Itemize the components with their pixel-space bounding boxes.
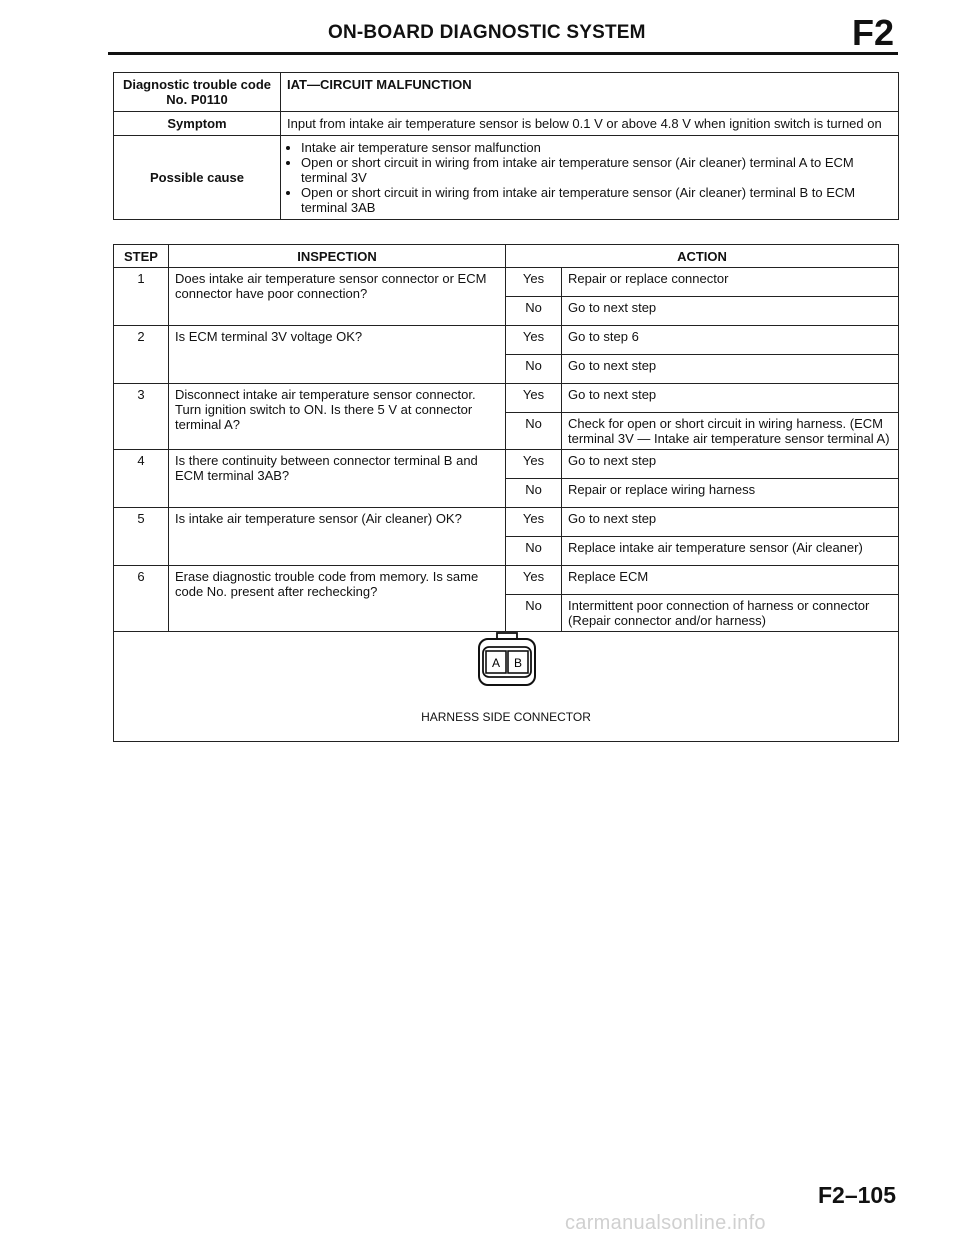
no-label: No (506, 595, 562, 632)
dtc-label: Diagnostic trouble code No. P0110 (114, 73, 281, 112)
inspection-header: INSPECTION (169, 245, 506, 268)
yes-label: Yes (506, 326, 562, 355)
no-label: No (506, 355, 562, 384)
table-row (114, 566, 899, 595)
cause-list (287, 140, 892, 215)
watermark: carmanualsonline.info (565, 1212, 766, 1234)
step-inspection: Erase diagnostic trouble code from memory. Is same code No. present after rechecking? (169, 566, 506, 632)
action-header: ACTION (506, 245, 899, 268)
yes-label: Yes (506, 566, 562, 595)
table-row (114, 384, 899, 413)
table-row (114, 326, 899, 355)
step-number: 2 (114, 326, 169, 384)
troubleshooting-table (113, 244, 899, 632)
terminal-a-label: A (491, 656, 501, 670)
yes-action: Go to next step (562, 508, 899, 537)
step-header: STEP (114, 245, 169, 268)
no-label: No (506, 413, 562, 450)
no-action: Replace intake air temperature sensor (Air cleaner) (562, 537, 899, 566)
step-inspection: Is there continuity between connector terminal B and ECM terminal 3AB? (169, 450, 506, 508)
yes-label: Yes (506, 268, 562, 297)
dtc-value: IAT—CIRCUIT MALFUNCTION (281, 73, 899, 112)
section-code: F2 (851, 12, 894, 53)
yes-action: Go to next step (562, 384, 899, 413)
cause-item: • Open or short circuit in wiring from intake air temperature sensor (Air cleaner) terminal B to ECM terminal 3AB (301, 185, 892, 215)
no-label: No (506, 537, 562, 566)
symptom-value: Input from intake air temperature sensor is below 0.1 V or above 4.8 V when ignition switch is turned on (281, 112, 899, 136)
step-inspection: Is intake air temperature sensor (Air cleaner) OK? (169, 508, 506, 566)
page-title: ON-BOARD DIAGNOSTIC SYSTEM (328, 22, 646, 43)
page-header (108, 12, 898, 55)
no-label: No (506, 297, 562, 326)
step-number: 1 (114, 268, 169, 326)
table-header-row (114, 245, 899, 268)
no-action: Go to next step (562, 355, 899, 384)
yes-label: Yes (506, 384, 562, 413)
terminal-b-label: B (513, 656, 523, 670)
step-number: 6 (114, 566, 169, 632)
connector-figure (113, 596, 899, 742)
table-row (114, 450, 899, 479)
step-inspection: Does intake air temperature sensor connector or ECM connector have poor connection? (169, 268, 506, 326)
no-action: Intermittent poor connection of harness or connector (Repair connector and/or harness) (562, 595, 899, 632)
step-rows (114, 268, 899, 632)
table-row (114, 508, 899, 537)
yes-action: Go to step 6 (562, 326, 899, 355)
symptom-row (114, 112, 899, 136)
cause-row (114, 136, 899, 220)
step-inspection: Disconnect intake air temperature sensor connector. Turn ignition switch to ON. Is there 5 V at connector terminal A? (169, 384, 506, 450)
page-number: F2–105 (817, 1182, 896, 1208)
yes-action: Replace ECM (562, 566, 899, 595)
no-action: Go to next step (562, 297, 899, 326)
cause-item: • Intake air temperature sensor malfunction (301, 140, 892, 155)
harness-connector-diagram (476, 632, 538, 690)
step-number: 5 (114, 508, 169, 566)
symptom-label: Symptom (114, 112, 281, 136)
cause-item: • Open or short circuit in wiring from intake air temperature sensor (Air cleaner) terminal A to ECM terminal 3V (301, 155, 892, 185)
figure-caption: HARNESS SIDE CONNECTOR (421, 710, 591, 724)
step-inspection: Is ECM terminal 3V voltage OK? (169, 326, 506, 384)
dtc-info-table (113, 72, 899, 220)
yes-action: Repair or replace connector (562, 268, 899, 297)
yes-label: Yes (506, 508, 562, 537)
no-action: Check for open or short circuit in wiring harness. (ECM terminal 3V — Intake air temperature sensor terminal A) (562, 413, 899, 450)
dtc-row (114, 73, 899, 112)
step-number: 3 (114, 384, 169, 450)
cause-label: Possible cause (114, 136, 281, 220)
cause-list-cell (281, 136, 899, 220)
table-row (114, 268, 899, 297)
yes-label: Yes (506, 450, 562, 479)
step-number: 4 (114, 450, 169, 508)
no-action: Repair or replace wiring harness (562, 479, 899, 508)
no-label: No (506, 479, 562, 508)
yes-action: Go to next step (562, 450, 899, 479)
